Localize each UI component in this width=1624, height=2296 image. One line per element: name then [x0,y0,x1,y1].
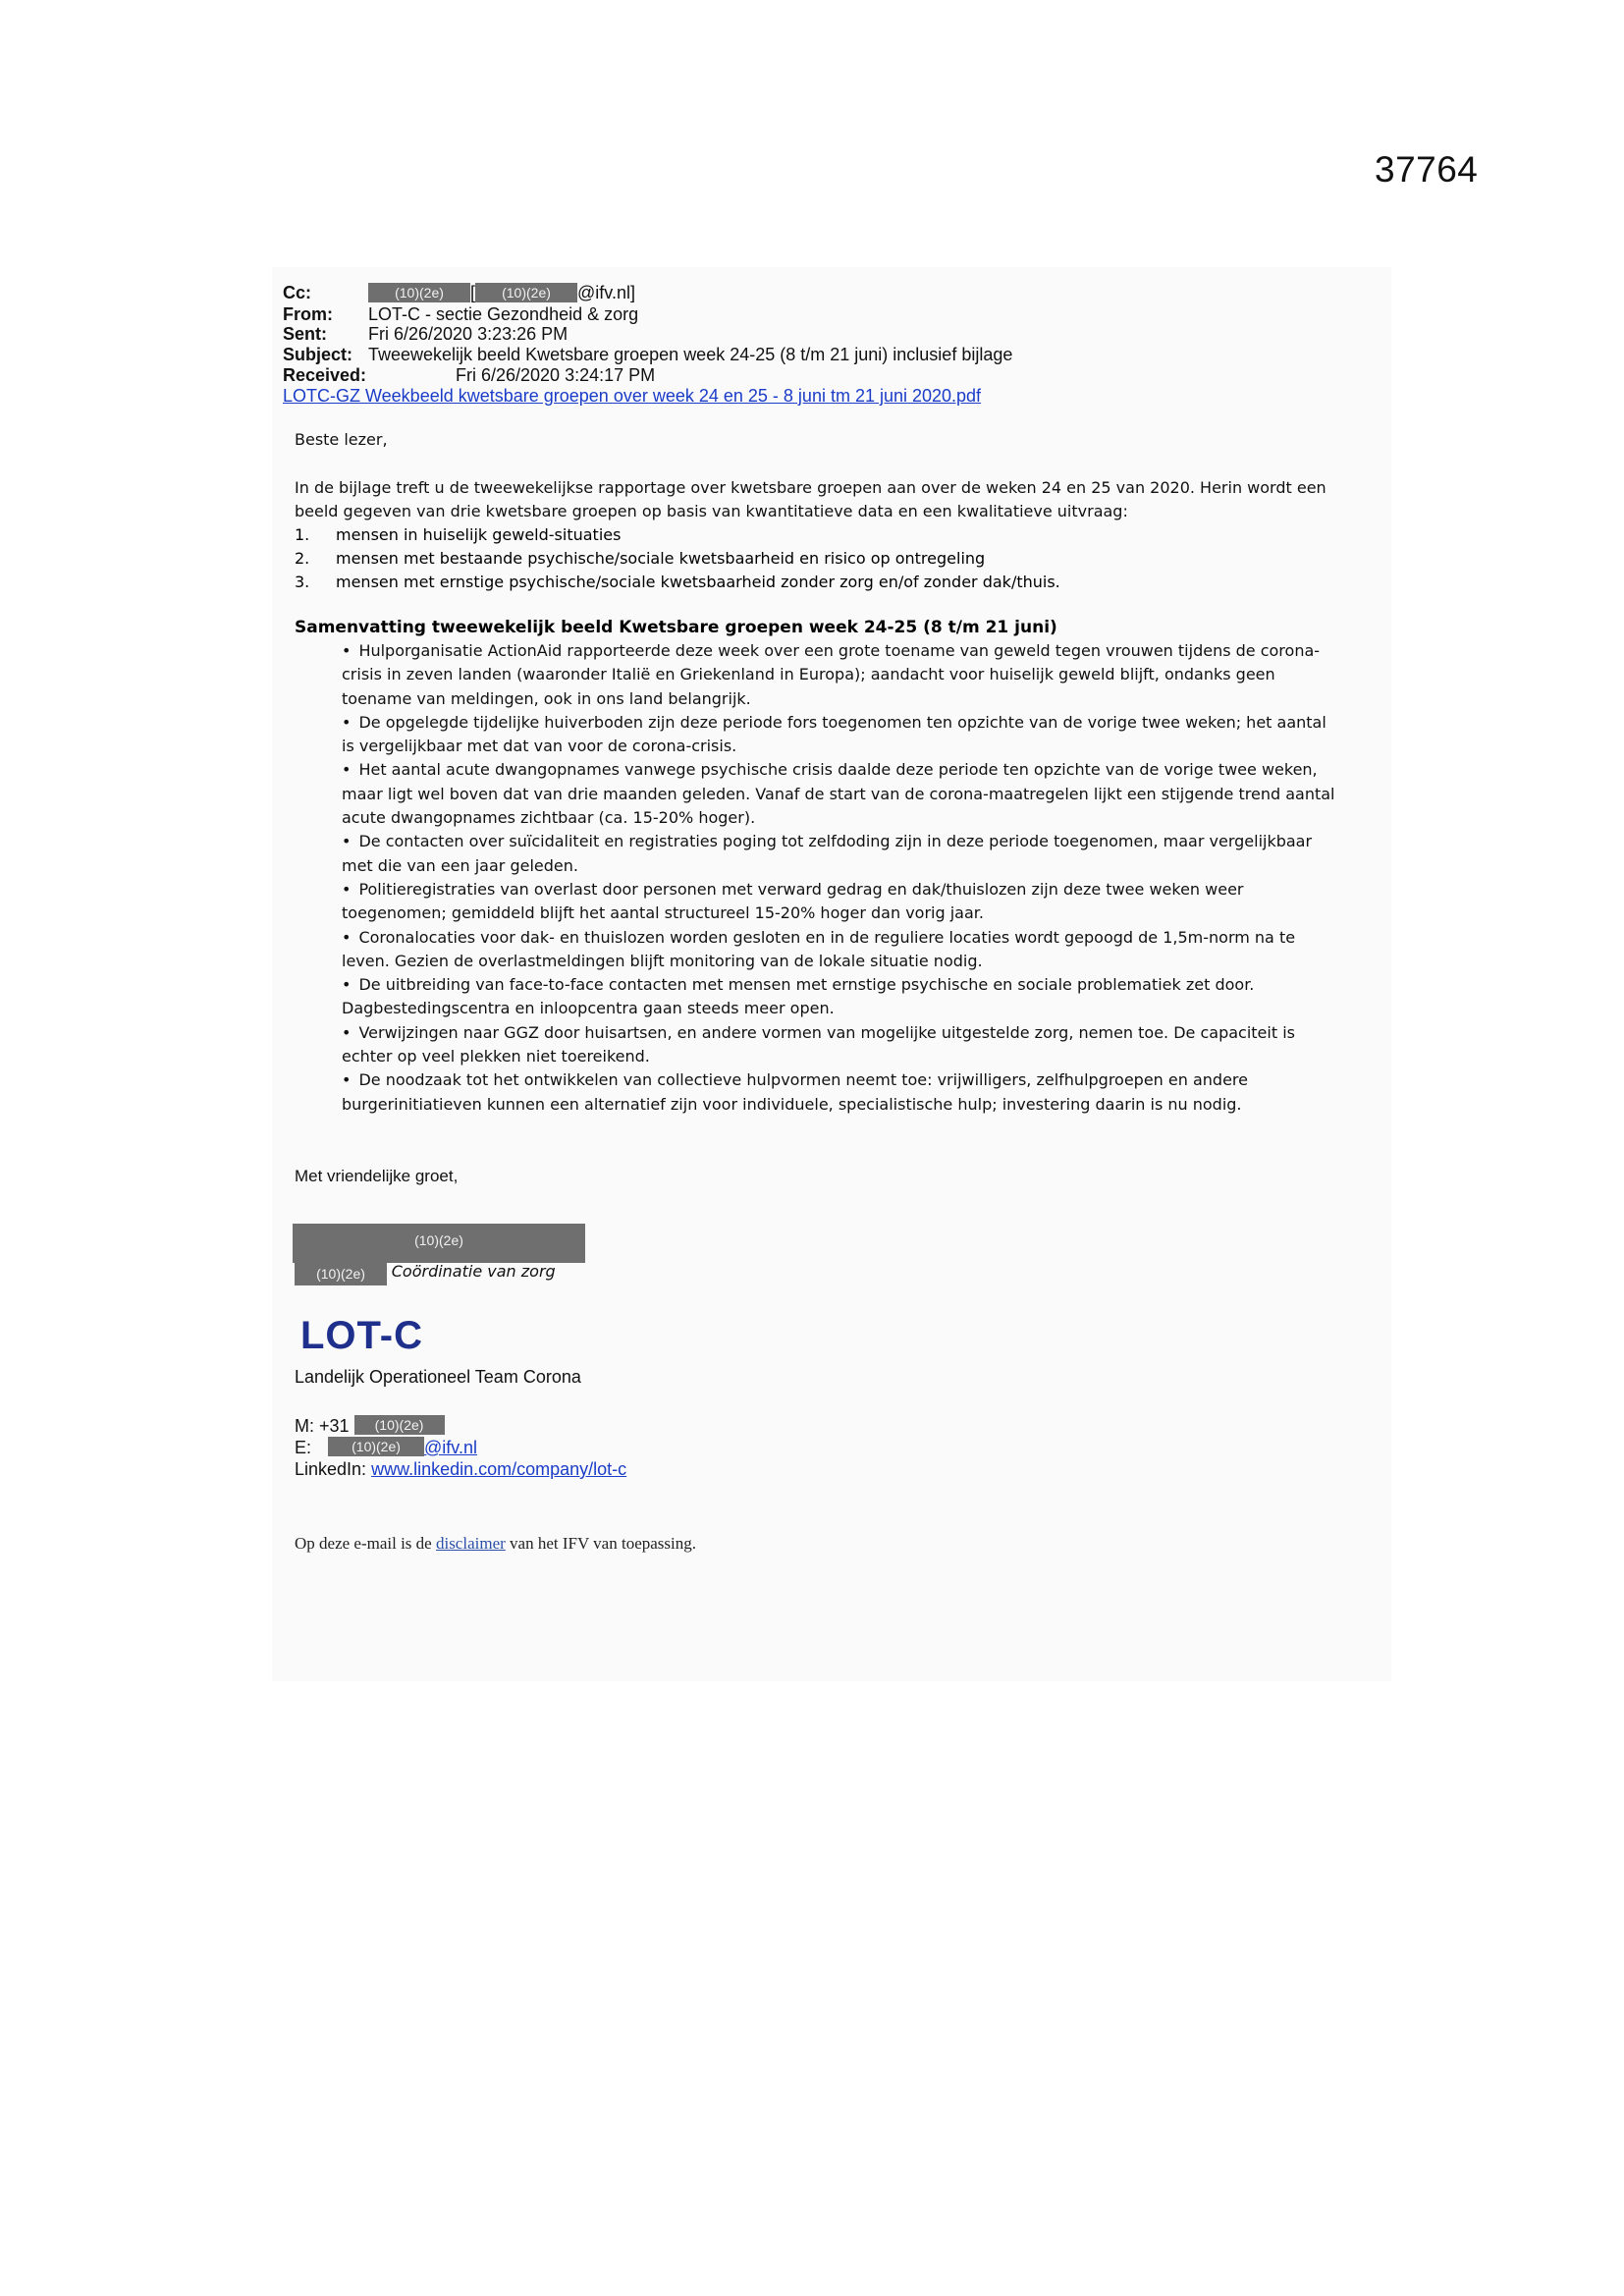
received-row [283,365,656,385]
attachment-link[interactable]: LOTC-GZ Weekbeeld kwetsbare groepen over week 24 en 25 - 8 juni tm 21 juni 2020.pdf [283,386,982,406]
redaction-box: (10)(2e) [328,1437,424,1456]
lot-c-logo: LOT-C [300,1314,423,1357]
summary-bullet: • De contacten over suïcidaliteit en registraties poging tot zelfdoding zijn in deze periode toegenomen, maar vergelijkbaar met die van een jaar geleden. [342,830,1343,878]
subject-label: Subject: [283,345,353,364]
cc-label: Cc: [283,283,312,302]
role-row [295,1262,556,1285]
disclaimer-link[interactable]: disclaimer [435,1534,506,1553]
cc-value [368,283,635,302]
received-value: Fri 6/26/2020 3:24:17 PM [456,365,656,385]
subject-row [283,345,1013,364]
summary-bullet: • Hulporganisatie ActionAid rapporteerde deze week over een grote toename van geweld tegen vrouwen tijdens de corona-crisis in zeven landen (waaronder Italië en Griekenland in Europa); aandacht voor huiselijk geweld blijft, ondanks geen toename van meldingen, ook in ons land belangrijk. [342,639,1343,711]
role-text: Coördinatie van zorg [391,1262,556,1281]
mobile-label: M: +31 [295,1416,350,1436]
redaction-box: (10)(2e) [295,1262,387,1285]
summary-bullet-list [342,639,1343,1117]
linkedin-label: LinkedIn: [295,1459,367,1479]
attachment-row [283,386,981,406]
name-redaction: (10)(2e) [293,1224,585,1263]
email-link[interactable]: @ifv.nl [424,1438,477,1457]
subject-value: Tweewekelijk beeld Kwetsbare groepen week 24-25 (8 t/m 21 juni) inclusief bijlage [368,345,1013,364]
list-number: 1. [295,525,310,544]
intro-paragraph: In de bijlage treft u de tweewekelijkse rapportage over kwetsbare groepen aan over de weken 24 en 25 van 2020. Herin wordt een beeld gegeven van drie kwetsbare groepen op basis van kwantitatieve data en een kwalitatieve uitvraag: [295,478,1326,520]
summary-bullet: • Verwijzingen naar GGZ door huisartsen, en andere vormen van mogelijke uitgestelde zorg, nemen toe. De capaciteit is echter op veel plekken niet toereikend. [342,1021,1343,1069]
redaction-box: (10)(2e) [475,283,577,302]
cc-row [283,283,635,302]
disclaimer-prefix: Op deze e-mail is de [295,1534,432,1553]
organization-name: Landelijk Operationeel Team Corona [295,1367,581,1387]
linkedin-link[interactable]: www.linkedin.com/company/lot-c [371,1459,627,1479]
from-label: From: [283,304,333,324]
linkedin-row [295,1458,626,1480]
sent-label: Sent: [283,324,327,344]
mobile-row [295,1415,445,1437]
summary-bullet: • Het aantal acute dwangopnames vanwege psychische crisis daalde deze periode ten opzichte van de vorige twee weken, maar ligt wel boven dat van drie maanden geleden. Vanaf de start van de corona-maatregelen lijkt een stijgende trend aantal acute dwangopnames zichtbaar (ca. 15-20% hoger). [342,758,1343,830]
redaction-box: (10)(2e) [368,283,470,302]
received-label: Received: [283,365,367,385]
list-text: mensen met bestaande psychische/sociale kwetsbaarheid en risico op ontregeling [336,549,986,568]
sent-value: Fri 6/26/2020 3:23:26 PM [368,324,568,344]
page-number: 37764 [1375,149,1479,190]
summary-bullet: • Coronalocaties voor dak- en thuislozen worden gesloten en in de reguliere locaties wordt gepoogd de 1,5m-norm na te leven. Gezien de overlastmeldingen blijft monitoring van de lokale situatie nodig. [342,926,1343,974]
summary-bullet: • De opgelegde tijdelijke huiverboden zijn deze periode fors toegenomen ten opzichte van de vorige twee weken; het aantal is vergelijkbaar met dat van voor de corona-crisis. [342,711,1343,759]
list-text: mensen met ernstige psychische/sociale kwetsbaarheid zonder zorg en/of zonder dak/thuis. [336,573,1060,591]
cc-email-suffix: @ifv.nl] [577,283,635,302]
disclaimer-line [295,1534,696,1554]
disclaimer-suffix: van het IFV van toepassing. [510,1534,696,1553]
list-text: mensen in huiselijk geweld-situaties [336,525,622,544]
list-number: 2. [295,549,310,568]
closing: Met vriendelijke groet, [295,1167,459,1185]
from-value: LOT-C - sectie Gezondheid & zorg [368,304,639,324]
sent-row [283,324,568,344]
redaction-box: (10)(2e) [354,1415,445,1435]
email-label: E: [295,1438,312,1457]
summary-bullet: • Politieregistraties van overlast door personen met verward gedrag en dak/thuislozen zijn deze twee weken weer toegenomen; gemiddeld blijft het aantal structureel 15-20% hoger dan vorig jaar. [342,878,1343,926]
summary-title: Samenvatting tweewekelijk beeld Kwetsbare groepen week 24-25 (8 t/m 21 juni) [295,618,1057,637]
list-number: 3. [295,573,310,591]
cc-bracket: [ [470,283,476,302]
email-row [295,1437,477,1458]
salutation: Beste lezer, [295,430,388,449]
summary-bullet: • De uitbreiding van face-to-face contacten met mensen met ernstige psychische en sociale problematiek zet door. Dagbestedingscentra en inloopcentra gaan steeds meer open. [342,973,1343,1021]
summary-bullet: • De noodzaak tot het ontwikkelen van collectieve hulpvormen neemt toe: vrijwilligers, zelfhulpgroepen en andere burgerinitiatieven kunnen een alternatief zijn voor individuele, specialistische hulp; investering daarin is nu nodig. [342,1068,1343,1117]
from-row [283,304,639,324]
